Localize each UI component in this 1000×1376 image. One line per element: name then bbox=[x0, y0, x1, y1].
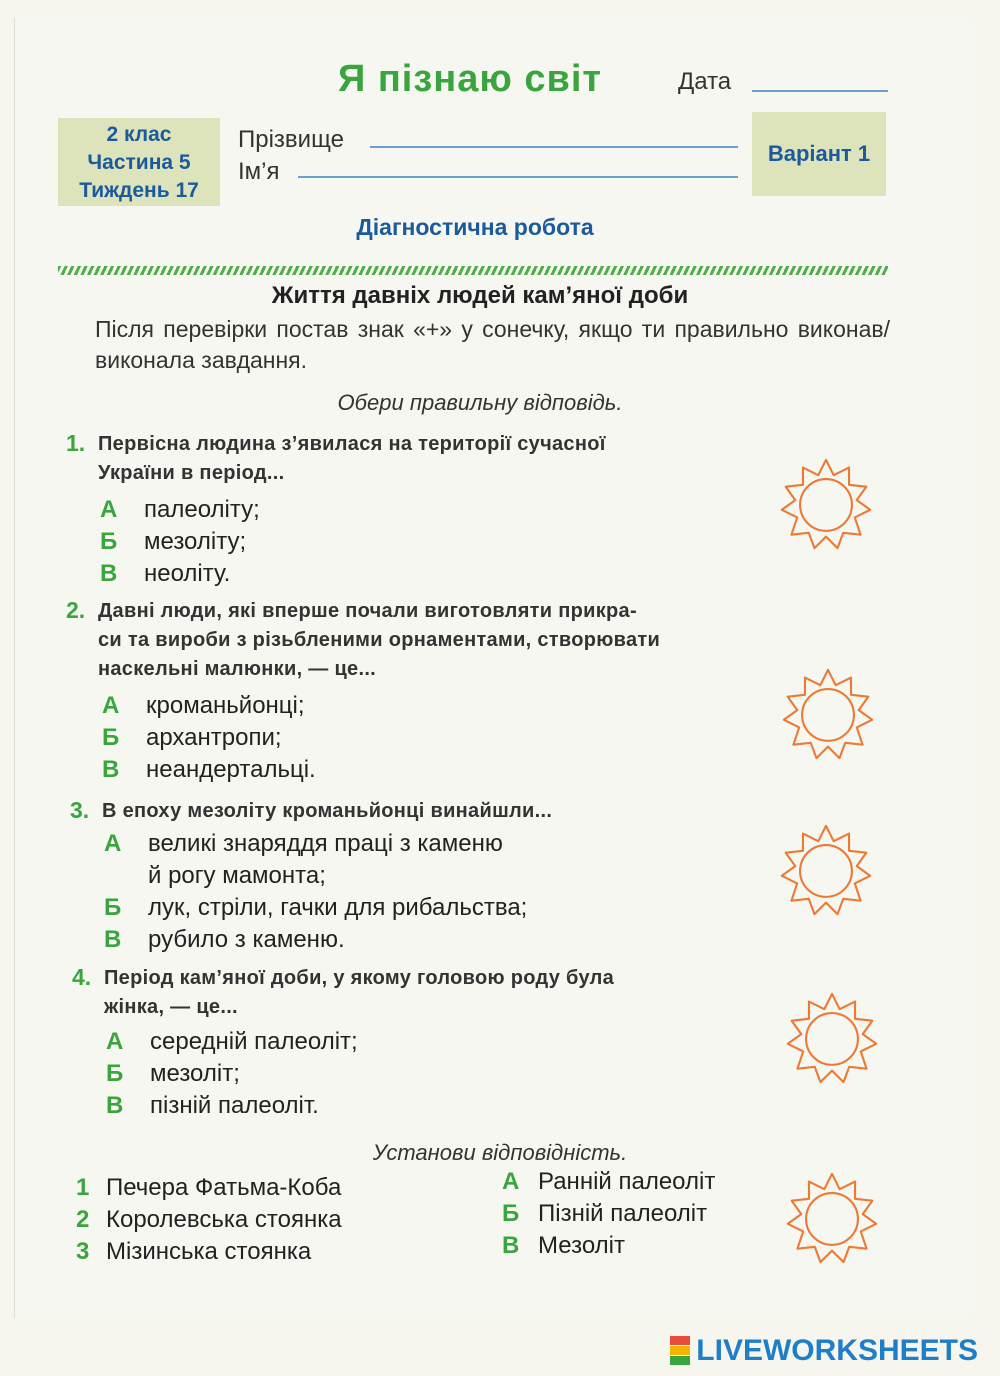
option-text: пізній палеоліт. bbox=[150, 1092, 319, 1119]
question-line: В епоху мезоліту кроманьйонці винайшли... bbox=[102, 800, 553, 822]
part-line: Частина 5 bbox=[87, 151, 191, 174]
variant-badge bbox=[752, 112, 886, 196]
question-line: наскельні малюнки, — це... bbox=[98, 658, 377, 680]
match-text: Пізній палеоліт bbox=[538, 1200, 708, 1227]
question-number: 1. bbox=[66, 430, 86, 456]
option-letter: Б bbox=[104, 894, 122, 921]
match-text: Мезоліт bbox=[538, 1232, 625, 1259]
option-text: рубило з каменю. bbox=[148, 926, 345, 953]
match-number: 3 bbox=[76, 1238, 90, 1265]
option-letter: В bbox=[102, 756, 120, 783]
name-field[interactable] bbox=[298, 176, 738, 178]
name-label: Ім’я bbox=[238, 158, 280, 185]
option-c[interactable] bbox=[102, 754, 766, 786]
instruction-match: Установи відповідність. bbox=[372, 1140, 628, 1165]
class-line: 2 клас bbox=[106, 123, 172, 146]
question-1 bbox=[66, 430, 766, 590]
option-b[interactable] bbox=[106, 1058, 772, 1090]
question-text bbox=[104, 964, 772, 1022]
surname-field[interactable] bbox=[370, 146, 738, 148]
date-label: Дата bbox=[678, 68, 732, 95]
page-title: Я пізнаю світ bbox=[337, 58, 603, 100]
sun-icon[interactable] bbox=[784, 1170, 880, 1266]
surname-label: Прізвище bbox=[238, 126, 344, 153]
logo-icon bbox=[670, 1336, 690, 1366]
instruction-choose: Обери правильну відповідь. bbox=[337, 390, 623, 415]
option-a[interactable] bbox=[106, 1026, 772, 1058]
question-number: 3. bbox=[70, 797, 90, 823]
sun-icon[interactable] bbox=[778, 456, 874, 552]
option-c[interactable] bbox=[106, 1090, 772, 1122]
question-number: 2. bbox=[66, 597, 86, 623]
option-a-continued bbox=[104, 860, 770, 892]
match-text: Печера Фатьма-Коба bbox=[106, 1174, 342, 1201]
option-letter: А bbox=[104, 830, 122, 857]
option-letter: Б bbox=[100, 528, 118, 555]
option-text: лук, стріли, гачки для рибальства; bbox=[148, 894, 528, 921]
option-a[interactable] bbox=[104, 828, 770, 860]
option-letter: Б bbox=[102, 724, 120, 751]
intro-text: Після перевірки постав знак «+» у сонечку, якщо ти правильно виконав/виконала завдання. bbox=[95, 316, 890, 373]
question-4 bbox=[72, 964, 772, 1122]
option-text: неандертальці. bbox=[146, 756, 316, 783]
option-text: великі знаряддя праці з каменю bbox=[148, 830, 503, 857]
option-letter: В bbox=[106, 1092, 124, 1119]
option-letter: В bbox=[104, 926, 122, 953]
option-text: палеоліту; bbox=[144, 496, 260, 523]
match-right-item[interactable] bbox=[502, 1230, 715, 1262]
option-text: мезоліту; bbox=[144, 528, 247, 555]
match-right-list bbox=[502, 1166, 715, 1262]
option-b[interactable] bbox=[102, 722, 766, 754]
option-letter: А bbox=[100, 496, 118, 523]
option-text: архантропи; bbox=[146, 724, 282, 751]
match-left-list bbox=[76, 1172, 342, 1268]
option-a[interactable] bbox=[102, 690, 766, 722]
date-field[interactable] bbox=[752, 90, 888, 92]
option-text: неоліту. bbox=[144, 560, 231, 587]
option-text: й рогу мамонта; bbox=[148, 862, 326, 889]
option-text: мезоліт; bbox=[150, 1060, 240, 1087]
match-left-item[interactable] bbox=[76, 1236, 342, 1268]
sun-icon[interactable] bbox=[780, 666, 876, 762]
match-number: 1 bbox=[76, 1174, 90, 1201]
match-left-item[interactable] bbox=[76, 1204, 342, 1236]
question-text bbox=[102, 797, 770, 826]
option-c[interactable] bbox=[100, 558, 766, 590]
match-text: Мізинська стоянка bbox=[106, 1238, 312, 1265]
option-c[interactable] bbox=[104, 924, 770, 956]
question-line: України в період... bbox=[98, 462, 285, 484]
question-text bbox=[98, 597, 766, 684]
question-line: Давні люди, які вперше почали виготовляти прикра- bbox=[98, 600, 637, 622]
match-letter: В bbox=[502, 1232, 520, 1259]
logo-text: LIVEWORKSHEETS bbox=[696, 1334, 978, 1367]
option-text: середній палеоліт; bbox=[150, 1028, 358, 1055]
sun-icon[interactable] bbox=[784, 990, 880, 1086]
question-2 bbox=[66, 597, 766, 786]
match-right-item[interactable] bbox=[502, 1198, 715, 1230]
question-line: си та вироби з різьбленими орнаментами, створювати bbox=[98, 629, 661, 651]
divider bbox=[58, 266, 888, 275]
match-text: Ранній палеоліт bbox=[538, 1168, 716, 1195]
option-b[interactable] bbox=[104, 892, 770, 924]
match-left-item[interactable] bbox=[76, 1172, 342, 1204]
option-text: кроманьйонці; bbox=[146, 692, 305, 719]
topic-heading: Життя давніх людей кам’яної доби bbox=[271, 282, 689, 309]
match-right-item[interactable] bbox=[502, 1166, 715, 1198]
variant-label: Варіант 1 bbox=[767, 141, 871, 166]
match-text: Королевська стоянка bbox=[106, 1206, 342, 1233]
match-letter: А bbox=[502, 1168, 520, 1195]
question-line: жінка, — це... bbox=[104, 996, 238, 1018]
sun-icon[interactable] bbox=[778, 822, 874, 918]
option-letter: А bbox=[102, 692, 120, 719]
match-number: 2 bbox=[76, 1206, 90, 1233]
liveworksheets-logo[interactable] bbox=[670, 1334, 978, 1368]
class-info-box bbox=[58, 118, 220, 206]
match-letter: Б bbox=[502, 1200, 520, 1227]
option-letter: Б bbox=[106, 1060, 124, 1087]
subtitle: Діагностична робота bbox=[356, 214, 594, 240]
question-number: 4. bbox=[72, 964, 92, 990]
question-3 bbox=[70, 797, 770, 956]
question-text bbox=[98, 430, 766, 488]
option-b[interactable] bbox=[100, 526, 766, 558]
question-line: Період кам’яної доби, у якому головою роду була bbox=[104, 967, 615, 989]
option-letter: А bbox=[106, 1028, 124, 1055]
option-a[interactable] bbox=[100, 494, 766, 526]
question-line: Первісна людина з’явилася на території сучасної bbox=[98, 433, 606, 455]
week-line: Тиждень 17 bbox=[79, 179, 199, 202]
option-letter: В bbox=[100, 560, 118, 587]
